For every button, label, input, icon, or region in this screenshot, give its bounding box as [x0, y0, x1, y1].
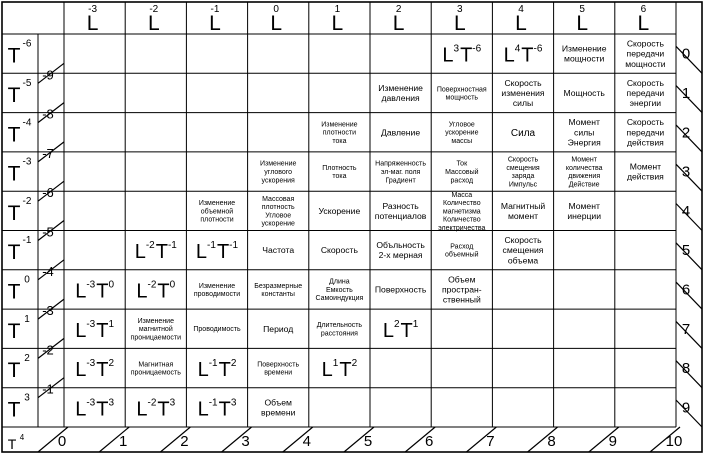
formula-exponent: 2: [351, 358, 358, 370]
quantity-line: Изменение: [137, 317, 174, 325]
formula-exponent: -2: [147, 279, 157, 291]
formula-base: L: [197, 398, 209, 421]
formula-base: L: [382, 319, 394, 342]
quantity-line: смещения: [502, 245, 544, 256]
quantity-line: Расход: [450, 243, 474, 251]
quantity-line: давления: [381, 93, 420, 104]
quantity-line: Мощность: [563, 87, 605, 98]
quantity-line: Проводимость: [193, 326, 241, 334]
quantity-cell: [257, 361, 299, 376]
bottom-number: 10: [665, 433, 683, 450]
formula-exponent: -1: [207, 240, 216, 252]
formula-base: T: [460, 44, 473, 67]
right-diagonal-number: 5: [681, 242, 691, 260]
quantity-line: инерции: [567, 210, 602, 221]
quantity-cell: [562, 44, 607, 64]
formula-exponent: 0: [169, 279, 176, 291]
left-header-label: T: [7, 83, 21, 107]
quantity-cell: [501, 78, 544, 108]
quantity-line: 2-х мерная: [378, 250, 423, 261]
quantity-cell: [503, 235, 544, 265]
quantity-line: Момент: [568, 117, 600, 128]
top-header-exponent: 0: [273, 4, 279, 15]
quantity-line: Безразмерные: [254, 282, 303, 290]
formula-base: T: [96, 359, 109, 382]
headers: [8, 4, 650, 452]
quantity-line: Магнитный: [500, 200, 546, 211]
quantity-line: действия: [626, 137, 664, 148]
left-header-exponent: 1: [24, 313, 30, 325]
left-header-label: T: [7, 123, 21, 147]
formula-exponent: 3: [169, 397, 176, 409]
quantity-line: проводимости: [193, 291, 241, 299]
quantity-line: Самоиндукция: [315, 295, 364, 303]
formula-exponent: -3: [86, 397, 96, 409]
quantity-line: Скорость: [626, 38, 664, 49]
bottom-number: 7: [486, 433, 495, 450]
quantity-line: Разность: [382, 200, 419, 211]
quantity-line: Скорость: [320, 245, 358, 256]
formula-base: L: [75, 398, 87, 421]
quantity-cell: [254, 283, 302, 298]
quantity-cell: [261, 196, 295, 228]
left-diagonal-number: -5: [42, 224, 54, 240]
left-header-label: T: [7, 241, 21, 265]
quantity-line: Изменение: [561, 43, 607, 54]
top-header-exponent: 2: [395, 4, 402, 15]
quantity-line: Объем: [264, 397, 292, 408]
quantity-cell: [375, 201, 427, 221]
quantity-line: Скорость: [507, 156, 539, 164]
top-header-exponent: 6: [640, 4, 647, 15]
quantity-line: Сила: [510, 127, 536, 139]
quantity-line: углового: [264, 169, 293, 176]
top-header-label: L: [392, 12, 405, 35]
formula-exponent: -3: [86, 358, 96, 370]
quantity-line: мощность: [445, 94, 479, 102]
quantity-line: Длина: [329, 278, 350, 286]
quantity-line: Энергия: [567, 137, 601, 148]
formula-base: L: [75, 319, 87, 342]
right-diagonal-number: 3: [681, 163, 691, 181]
formula-cell: [198, 397, 237, 420]
formula-base: T: [521, 44, 534, 67]
right-diagonal-number: 8: [681, 360, 691, 378]
quantity-line: плотности: [322, 129, 357, 137]
top-header-label: L: [453, 12, 466, 35]
quantity-cell: [627, 117, 665, 147]
formula-exponent: -3: [86, 318, 96, 330]
quantity-line: электричества: [438, 224, 486, 232]
quantity-cell: [567, 201, 601, 221]
bottom-number: 2: [180, 433, 189, 450]
left-header-label: T: [7, 44, 21, 68]
bottom-number: 8: [547, 433, 556, 450]
quantity-line: Длительность: [316, 322, 363, 330]
formula-exponent: -2: [145, 240, 155, 252]
quantity-cell: [445, 121, 479, 145]
quantity-line: Импульс: [508, 181, 538, 189]
quantity-line: проницаемости: [130, 334, 182, 342]
right-diagonal-number: 9: [681, 399, 691, 417]
quantity-line: Частота: [262, 245, 295, 256]
bottom-number: 9: [608, 433, 617, 450]
quantity-cell: [445, 161, 479, 185]
left-header-exponent: -3: [22, 156, 32, 168]
formula-exponent: -1: [208, 397, 218, 409]
formula-base: L: [136, 280, 148, 303]
quantity-cell: [627, 78, 665, 108]
left-header-label: T: [7, 162, 21, 186]
quantity-cell: [568, 117, 601, 147]
formula-exponent: -1: [167, 240, 177, 252]
top-header-label: L: [270, 12, 283, 35]
formula-exponent: 3: [108, 397, 115, 409]
quantity-cell: [501, 201, 546, 221]
formula-cell: [196, 240, 239, 263]
formula-exponent: 2: [393, 318, 400, 330]
quantity-cell: [199, 200, 235, 224]
quantity-line: Скорость: [504, 77, 542, 88]
quantity-line: Скорость: [626, 77, 664, 88]
quantity-line: Момент: [571, 156, 597, 164]
formula-exponent: -3: [86, 279, 96, 291]
left-diagonal-number: -9: [42, 67, 54, 83]
quantity-line: тока: [332, 173, 347, 181]
formula-cell: [322, 358, 358, 381]
quantity-cell: [131, 318, 182, 342]
quantity-line: Поверхность: [374, 284, 427, 295]
quantity-cell: [261, 397, 296, 417]
quantity-cell: [627, 161, 664, 181]
formula-exponent: -6: [533, 43, 543, 55]
formula-exponent: 1: [108, 318, 115, 330]
formula-cell: [383, 319, 419, 342]
quantity-cell: [317, 322, 363, 337]
formula-cell: [442, 44, 481, 67]
top-header-label: L: [86, 12, 99, 35]
quantity-line: магнитной: [138, 326, 173, 334]
quantity-line: Скорость: [504, 235, 542, 246]
formula-base: T: [157, 398, 170, 421]
formula-exponent: -1: [208, 358, 218, 370]
top-header-exponent: 3: [457, 4, 463, 15]
formula-exponent: 2: [230, 358, 237, 370]
top-header-exponent: -3: [88, 4, 98, 15]
left-diagonal-number: -8: [42, 106, 54, 122]
formula-exponent: -2: [147, 397, 157, 409]
left-header-label: T: [7, 359, 21, 383]
formula-base: T: [96, 319, 109, 342]
left-header-label: T: [7, 280, 21, 304]
quantity-line: Изменение: [198, 282, 236, 290]
top-header-label: L: [576, 12, 589, 35]
formula-base: T: [216, 241, 230, 264]
formula-base: T: [96, 280, 109, 303]
formula-base: T: [155, 241, 168, 264]
quantity-cell: [445, 243, 479, 258]
quantity-line: потенциалов: [374, 210, 427, 221]
quantity-cell: [131, 361, 182, 376]
formula-base: T: [96, 398, 109, 421]
top-header-exponent: -1: [210, 4, 220, 15]
quantity-line: времени: [264, 369, 293, 377]
quantity-line: смещения: [506, 164, 540, 172]
quantity-line: плотности: [200, 216, 234, 224]
quantity-line: Емкость: [325, 286, 353, 294]
quantity-line: Ускорение: [318, 205, 361, 216]
formula-base: T: [218, 359, 231, 382]
grid-lines: [2, 2, 702, 452]
top-header-label: L: [209, 12, 221, 35]
quantity-line: эл-маг. поля: [380, 169, 421, 176]
quantity-cell: [511, 128, 536, 139]
formula-exponent: 1: [332, 358, 339, 370]
quantity-line: Давление: [381, 127, 421, 138]
quantity-line: ственный: [442, 294, 481, 305]
left-diagonal-number: -4: [42, 263, 54, 279]
formula-exponent: -6: [472, 43, 482, 55]
formula-cell: [135, 240, 178, 263]
quantity-line: Поверхностная: [436, 86, 487, 94]
quantity-cell: [438, 192, 485, 232]
left-diagonal-number: -7: [42, 145, 54, 161]
formula-base: L: [195, 241, 208, 264]
quantity-cell: [315, 279, 363, 303]
quantity-line: объемный: [445, 251, 479, 259]
top-header-label: L: [515, 12, 527, 35]
quantity-cell: [375, 284, 427, 294]
formula-base: L: [134, 241, 146, 264]
quantity-line: Изменение: [321, 121, 358, 129]
quantity-line: простран-: [441, 284, 482, 295]
quantity-line: передачи: [626, 127, 665, 138]
bottom-number: 4: [302, 433, 311, 450]
top-header-exponent: -2: [149, 4, 159, 15]
quantity-cell: [564, 88, 606, 98]
top-header-exponent: 5: [579, 4, 585, 15]
quantity-cell: [193, 326, 241, 333]
formula-base: L: [442, 44, 454, 67]
left-header-exponent: -2: [22, 195, 32, 207]
left-header-exponent: -5: [22, 77, 32, 89]
left-diagonal-number: -6: [42, 185, 54, 201]
formula-base: L: [503, 44, 515, 67]
quantity-line: Количество: [443, 200, 481, 208]
quantity-line: Магнитная: [138, 361, 174, 369]
left-header-label: T: [7, 201, 21, 225]
formula-cell: [75, 279, 114, 302]
quantity-line: объема: [507, 255, 539, 266]
quantity-line: тока: [332, 137, 347, 145]
formula-base: T: [339, 359, 352, 382]
quantity-line: действия: [626, 171, 664, 182]
quantity-cell: [321, 245, 359, 255]
left-header-exponent: 2: [24, 353, 30, 365]
formula-cell: [504, 44, 543, 67]
quantity-cell: [322, 165, 357, 180]
quantity-line: момент: [507, 210, 539, 221]
quantity-line: Плотность: [322, 164, 357, 172]
outer-frame: [2, 2, 702, 452]
left-header-label: T: [7, 398, 21, 422]
quantity-line: массы: [451, 137, 473, 145]
quantity-line: изменения: [501, 87, 545, 98]
quantity-line: Масса: [451, 191, 473, 199]
bottom-number: 3: [241, 433, 250, 450]
quantity-line: мощности: [564, 53, 605, 64]
quantity-cell: [378, 83, 423, 103]
left-diagonal-number: -2: [42, 342, 54, 358]
quantity-line: Период: [263, 323, 294, 334]
formula-cell: [75, 319, 114, 342]
bottom-number: 5: [363, 433, 373, 450]
quantity-cell: [625, 39, 666, 69]
formula-exponent: 3: [230, 397, 237, 409]
right-diagonal-number: 7: [681, 320, 691, 338]
quantity-line: ускорения: [261, 177, 295, 185]
formula-cell: [75, 397, 114, 420]
quantity-line: передачи: [626, 48, 665, 59]
quantity-cell: [375, 161, 426, 185]
top-header-exponent: 4: [518, 4, 524, 15]
quantity-line: Массовый: [445, 169, 479, 176]
quantity-line: силы: [512, 98, 534, 109]
quantity-line: Действие: [568, 181, 600, 189]
quantity-cell: [437, 86, 487, 101]
corner-label: T: [7, 436, 17, 452]
quantity-line: Напряженность: [375, 160, 427, 168]
left-header-exponent: 0: [24, 274, 30, 286]
quantity-line: заряда: [511, 173, 535, 181]
formula-cell: [136, 397, 175, 420]
bottom-number: 6: [425, 433, 434, 450]
formula-exponent: 3: [453, 43, 460, 55]
quantity-line: Угловое: [448, 121, 475, 129]
quantity-line: магнетизма: [442, 208, 481, 216]
quantity-line: расстояния: [320, 330, 358, 338]
right-diagonal-number: 4: [681, 202, 691, 220]
top-header-label: L: [331, 12, 344, 35]
quantity-line: Градиент: [385, 177, 416, 185]
formula-cell: [136, 279, 175, 302]
left-header-exponent: -6: [22, 38, 32, 50]
quantity-line: Момент: [568, 200, 600, 211]
formula-exponent: 4: [514, 43, 521, 55]
top-header-exponent: 1: [334, 4, 341, 15]
formula-base: L: [197, 359, 209, 382]
right-diagonal-number: 2: [681, 124, 691, 142]
left-header-exponent: 3: [24, 392, 30, 404]
quantity-cell: [566, 157, 603, 189]
formula-exponent: -1: [229, 240, 239, 252]
quantity-line: Количество: [443, 216, 481, 224]
left-diagonal-number: -3: [42, 303, 54, 319]
formula-base: T: [157, 280, 170, 303]
quantity-cell: [263, 324, 293, 334]
right-diagonal-number: 0: [681, 45, 691, 63]
bottom-number: 0: [57, 433, 67, 450]
quantity-line: времени: [261, 407, 296, 418]
formula-base: L: [136, 398, 148, 421]
top-header-label: L: [637, 12, 650, 35]
quantity-cell: [321, 121, 357, 145]
quantity-line: Поверхность: [257, 361, 300, 369]
quantity-line: Изменение: [378, 82, 423, 93]
quantity-cell: [262, 245, 294, 255]
quantity-line: плотность: [261, 204, 295, 212]
quantity-line: ускорение: [445, 129, 479, 137]
quantity-line: объемной: [200, 208, 234, 216]
corner-exponent: 4: [19, 433, 25, 442]
left-header-label: T: [7, 319, 21, 343]
quantity-line: Ток: [456, 160, 468, 168]
formula-base: L: [75, 280, 87, 303]
left-header-exponent: -4: [22, 117, 32, 129]
formula-cell: [75, 358, 114, 381]
quantity-line: Момент: [629, 161, 662, 172]
right-diagonal-number: 6: [681, 281, 691, 299]
quantity-cell: [260, 161, 296, 185]
quantity-line: расход: [450, 177, 474, 185]
top-header-label: L: [147, 12, 160, 35]
quantity-cell: [506, 157, 540, 189]
quantity-line: константы: [261, 291, 295, 299]
formula-base: L: [321, 359, 333, 382]
formula-base: T: [218, 398, 231, 421]
quantity-line: передачи: [626, 87, 665, 98]
quantity-line: проницаемость: [130, 369, 181, 377]
quantity-line: движения: [568, 173, 601, 181]
formula-exponent: 1: [412, 318, 419, 330]
left-diagonal-number: -1: [42, 381, 54, 397]
quantity-line: Массовая: [262, 195, 295, 203]
quantity-line: Объем: [448, 274, 476, 285]
quantity-cell: [442, 274, 482, 304]
quantity-line: мощности: [625, 58, 666, 69]
formula-cell: [198, 358, 237, 381]
quantity-line: силы: [574, 127, 595, 138]
quantity-cell: [381, 127, 420, 137]
quantity-line: Изменение: [260, 160, 297, 168]
quantity-line: энергии: [629, 98, 662, 109]
quantity-line: Изменение: [198, 200, 236, 208]
quantity-line: Объльность: [376, 240, 425, 251]
formula-base: L: [75, 359, 87, 382]
quantity-cell: [194, 283, 240, 298]
formula-base: T: [400, 319, 413, 342]
quantity-line: Скорость: [626, 117, 664, 128]
quantity-cell: [376, 240, 425, 260]
quantity-line: количества: [565, 164, 603, 172]
formula-exponent: 0: [108, 279, 115, 291]
quantity-line: ускорение: [261, 220, 295, 228]
left-header-exponent: -1: [22, 235, 32, 247]
bottom-number: 1: [119, 433, 128, 450]
quantity-line: Угловое: [265, 212, 292, 220]
right-diagonal-number: 1: [681, 84, 691, 102]
quantity-cell: [319, 206, 361, 216]
formula-exponent: 2: [108, 358, 115, 370]
